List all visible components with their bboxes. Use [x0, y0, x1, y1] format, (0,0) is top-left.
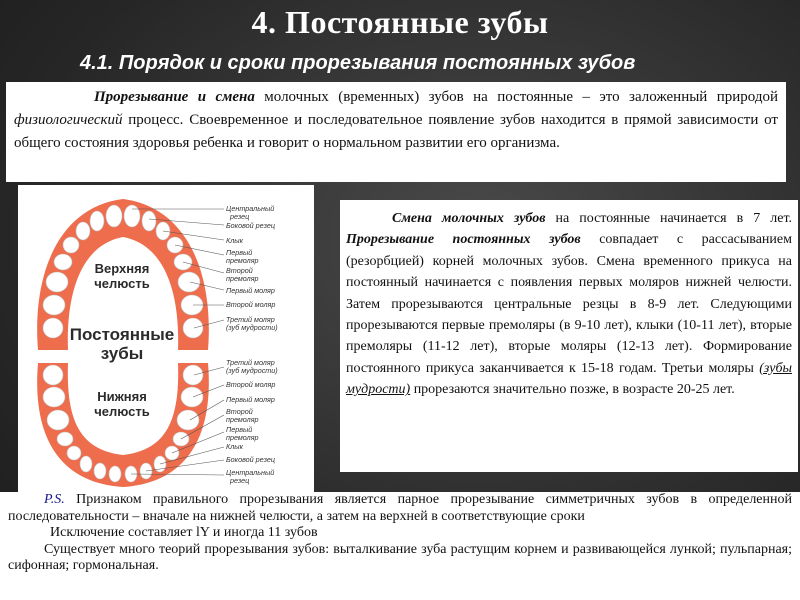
lower-label-0: Третий моляр: [226, 358, 275, 367]
upper-label-1: резец: [230, 212, 250, 221]
center-label-2: зубы: [100, 344, 144, 363]
upper-label-11: (зуб мудрости): [226, 323, 278, 332]
lower-jaw-label-2: челюсть: [94, 404, 150, 419]
upper-label-2: Боковой резец: [226, 221, 275, 230]
intro-paragraph: [14, 86, 778, 155]
lower-jaw-label-1: Нижняя: [97, 389, 147, 404]
lower-label-2: Второй моляр: [226, 380, 276, 389]
lower-label-11: резец: [230, 476, 250, 485]
upper-label-9: Второй моляр: [226, 300, 276, 309]
side-text-1: на постоянные начинается в 7 лет.: [545, 211, 793, 226]
lower-label-3: Первый моляр: [226, 395, 275, 404]
side-text-3: прорезаются значительно позже, в возрасте 20-25 лет.: [410, 382, 735, 398]
upper-label-0: Центральный: [226, 204, 275, 213]
lower-label-10: Центральный: [226, 468, 275, 477]
upper-label-6: Второй: [226, 266, 253, 275]
side-wisdom: (зубы мудрости): [346, 360, 792, 398]
upper-tooth-labels: [226, 204, 278, 332]
footer-exception: Исключение составляет lY и иногда 11 зубов: [50, 525, 318, 540]
side-paragraph: [346, 208, 792, 401]
center-label-1: Постоянные: [69, 325, 175, 344]
side-text-panel: [340, 200, 798, 472]
page-title: 4. Постоянные зубы: [251, 4, 549, 40]
lower-label-7: премоляр: [226, 433, 259, 442]
upper-label-3: Клык: [226, 236, 243, 245]
lower-label-5: премоляр: [226, 415, 259, 424]
ps-text: Признаком правильного прорезывания является парное прорезывание симметричных зубов в определенной последовательности – вначале на нижней челюсти, а затем на верхней в соответствующие сроки: [8, 492, 792, 524]
upper-jaw-label-1: Верхняя: [94, 261, 150, 276]
lower-label-9: Боковой резец: [226, 455, 275, 464]
teeth-diagram: [18, 185, 314, 495]
lower-label-8: Клык: [226, 442, 243, 451]
upper-label-7: премоляр: [226, 274, 259, 283]
footer-ps: [8, 492, 792, 525]
upper-label-5: премоляр: [226, 256, 259, 265]
side-text-2: совпадает с рассасыванием (резорбцией) корней молочных зубов. Смена временного прикуса на постоянный начинается с появления первых моляров нижней челюсти. Затем прорезываются центральные резцы в 8-9 лет. Следующими прорезываются первые премоляры (в 9-10 лет), клыки (10-11 лет), вторые премоляры (11-12 лет), вторые моляры (12-13 лет). Формирование постоянного прикуса заканчивается к 15-18 годам. Третьи моляры: [346, 232, 792, 376]
teeth-diagram-panel: [18, 185, 314, 495]
lower-label-6: Первый: [226, 425, 253, 434]
footer-theories: Существует много теорий прорезывания зубов: выталкивание зуба растущим корнем и развивающейся лункой; пульпарная; сифонная; гормональная.: [8, 541, 792, 573]
page-subtitle: 4.1. Порядок и сроки прорезывания постоянных зубов: [80, 52, 636, 74]
lower-label-1: (зуб мудрости): [226, 366, 278, 375]
intro-text-1: молочных (временных) зубов на постоянные – это заложенный природой: [254, 89, 779, 105]
footer-panel: [0, 492, 800, 600]
side-lead-2: Прорезывание постоянных зубов: [346, 232, 581, 248]
intro-panel: [6, 82, 786, 182]
intro-italic-word: физиологический: [14, 112, 123, 128]
upper-label-10: Третий моляр: [226, 315, 275, 324]
side-lead: Смена молочных зубов: [392, 211, 546, 226]
upper-jaw-label-2: челюсть: [94, 276, 150, 291]
upper-label-8: Первый моляр: [226, 286, 275, 295]
intro-lead: Прорезывание и смена: [94, 89, 255, 105]
upper-label-4: Первый: [226, 248, 253, 257]
intro-text-2: процесс. Своевременное и последовательное появление зубов находится в прямой зависимости от общего состояния здоровья ребенка и говорит о нормальном развитии его организма.: [14, 112, 778, 151]
lower-label-4: Второй: [226, 407, 253, 416]
ps-label: P.S.: [44, 492, 65, 507]
lower-tooth-labels: [226, 358, 278, 485]
